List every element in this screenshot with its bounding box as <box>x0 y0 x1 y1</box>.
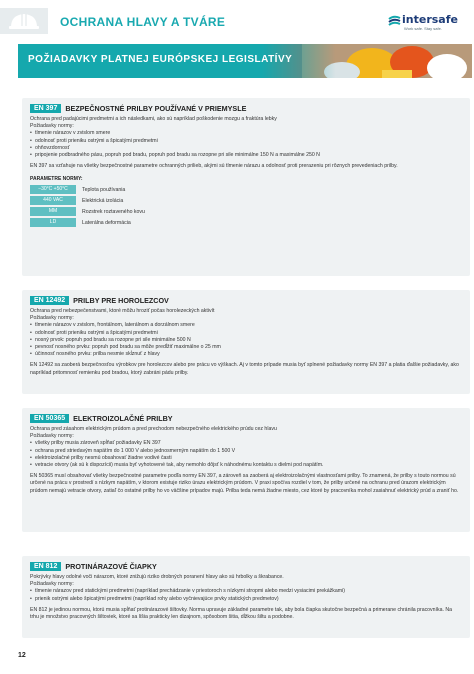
workers-helmets-photo <box>262 44 472 78</box>
list-item: • pevnosť nosného prvku: popruh pod bradu sa môže predĺžiť maximálne o 25 mm <box>30 344 462 351</box>
list-item: • pripojenie podbradného pásu, popruh pod bradu, popruh pod bradu sa rozopne pri sile minimálne 150 N a maximálne 250 N <box>30 152 462 159</box>
norms-label: Požiadavky normy: <box>30 581 74 588</box>
section-note: EN 812 je jedinou normou, ktorú musia spĺňať protinárazové šiltovky. Norma upravuje základné parametre tak, aby bola čiapka skutočne bezpečná a primerane chránila pracovníka. Na trhu je množstvo pracovných šiltoviek, ktoré sa líšia prakticky len dizajnom, spôsobom šitia, dĺžkou šiltu a podobne. <box>30 606 452 621</box>
list-item: • tlmenie nárazov v zvislom smere <box>30 130 462 137</box>
params-label: PARAMETRE NORMY: <box>30 176 83 183</box>
section-note: EN 397 sa vzťahuje na všetky bezpečnostné parametre ochranných prilieb, akými sú tlmenie nárazu a odolnosť proti prerazeniu pri rôznych prevedeniach prilby. <box>30 163 398 170</box>
list-item: • elektroizolačné prilby nesmú obsahovať žiadne vodivé časti <box>30 455 462 462</box>
param-row <box>30 196 462 205</box>
section-intro: Pokrývky hlavy odolné voči nárazom, ktoré znižujú riziko drobných poranení hlavy ako sú hrbolky a škrabance. <box>30 574 284 580</box>
norm-code-badge: EN 50365 <box>30 414 69 423</box>
param-label: Laterálna deformácia <box>82 219 131 226</box>
param-label: Rozstrek roztaveného kovu <box>82 208 145 215</box>
list-item: • odolnosť proti prieniku ostrými a špicatými predmetmi <box>30 138 462 145</box>
section-title: PROTINÁRAZOVÉ ČIAPKY <box>65 562 157 571</box>
list-item: • prienik ostrými alebo špicatými predmetmi (napríklad rohy alebo vyčnievajúce prvky statických predmetov) <box>30 596 462 603</box>
section-title: ELEKTROIZOLAČNÉ PRILBY <box>73 414 173 423</box>
section-intro: Ochrana pred padajúcimi predmetmi a ich následkami, ako sú napríklad poškodenie mozgu a fraktúra lebky <box>30 116 277 122</box>
norm-code-badge: EN 397 <box>30 104 61 113</box>
logo-mark-icon <box>388 15 401 27</box>
section-en-812 <box>22 556 470 638</box>
param-badge: 440 VAC <box>30 196 76 205</box>
norms-label: Požiadavky normy: <box>30 123 74 130</box>
list-item: • ohňovzdornosť <box>30 145 462 152</box>
list-item: • tlmenie nárazov pred statickými predmetmi (napríklad prechádzanie v priestoroch s nízkymi stropmi alebo medzi vysiacimi prekážkami) <box>30 588 462 595</box>
param-row <box>30 207 462 216</box>
section-en-50365 <box>22 408 470 532</box>
param-badge: LD <box>30 218 76 227</box>
section-en-12492 <box>22 290 470 394</box>
param-row <box>30 185 462 194</box>
section-note: EN 50365 musí obsahovať všetky bezpečnostné parametre podľa normy EN 397, a zároveň sa zaoberá aj elektroizolačnými vlastnosťami prilby. To znamená, že prilby s touto normou sú určené na prácu v prostredí s nízkym napätím, v ktorom existuje riziko úrazu elektrickým prúdom. V praxi spočíva rozdiel v tom, že prilby určené na ochranu pred úrazom elektrickým prúdom nemajú vetracie otvory, zatiaľ čo ostatné prilby ho vo väčšine prípadov majú. Prilba teda nemá žiadne miesto, cez ktoré by pracovníka mohol zasiahnuť elektrický prúd a zraniť ho. <box>30 473 459 494</box>
section-intro: Ochrana pred nebezpečenstvami, ktoré môžu hroziť počas horolezeckých aktivít <box>30 308 215 314</box>
legislation-banner <box>18 44 472 78</box>
param-label: Elektrická izolácia <box>82 197 124 204</box>
list-item: • všetky prilby musia zároveň spĺňať požiadavky EN 397 <box>30 440 462 447</box>
logo-text: intersafe <box>402 13 458 26</box>
logo-tagline: Work safe. Stay safe. <box>404 26 442 31</box>
norms-label: Požiadavky normy: <box>30 315 74 322</box>
helmet-icon-box <box>0 8 48 34</box>
section-en-397 <box>22 98 470 276</box>
page-number: 12 <box>18 652 26 659</box>
list-item: • odolnosť proti prieniku ostrými a špicatými predmetmi <box>30 330 462 337</box>
section-note: EN 12492 sa zaoberá bezpečnosťou výrobkov pre horolezcov alebo pre prácu vo výškach. Aj v tomto prípade musia byť splnené požiadavky normy EN 397 a platia ďalšie požiadavky, ako napríklad pritomnosť remienku pod bradou, ktorý zabráni pádu prilby. <box>30 362 459 376</box>
banner-title: POŽIADAVKY PLATNEJ EURÓPSKEJ LEGISLATÍVY <box>28 54 293 65</box>
list-item: • vetracie otvory (ak sú k dispozícii) musia byť vyhotovené tak, aby nemohlo dôjsť k náhodnému kontaktu s dielmi pod napätím. <box>30 462 462 469</box>
param-badge: MM <box>30 207 76 216</box>
param-label: Teplota používania <box>82 186 126 193</box>
helmet-icon <box>8 11 40 31</box>
section-title: BEZPEČNOSTNÉ PRILBY POUŽÍVANÉ V PRIEMYSLE <box>65 104 247 113</box>
list-item: • tlmenie nárazov v zvislom, frontálnom, laterálnom a dorzálnom smere <box>30 322 462 329</box>
norms-label: Požiadavky normy: <box>30 433 74 440</box>
section-title: PRILBY PRE HOROLEZCOV <box>73 296 169 305</box>
page-section-title: OCHRANA HLAVY A TVÁRE <box>60 15 226 29</box>
param-badge: −30°C +50°C <box>30 185 76 194</box>
norm-code-badge: EN 12492 <box>30 296 69 305</box>
page-header <box>0 8 474 34</box>
intersafe-logo <box>388 13 468 33</box>
param-row <box>30 218 462 227</box>
list-item: • účinnosť nosného prvku: prilba nesmie skĺznuť z hlavy <box>30 351 462 358</box>
list-item: • nosný prvok: popruh pod bradu sa rozopne pri sile minimálne 500 N <box>30 337 462 344</box>
section-intro: Ochrana pred zásahom elektrickým prúdom a pred prechodom nebezpečného elektrického prúdu cez hlavu <box>30 426 277 432</box>
norm-code-badge: EN 812 <box>30 562 61 571</box>
list-item: • ochrana pred striedavým napätím do 1 000 V alebo jednosmerným napätím do 1 500 V <box>30 448 462 455</box>
